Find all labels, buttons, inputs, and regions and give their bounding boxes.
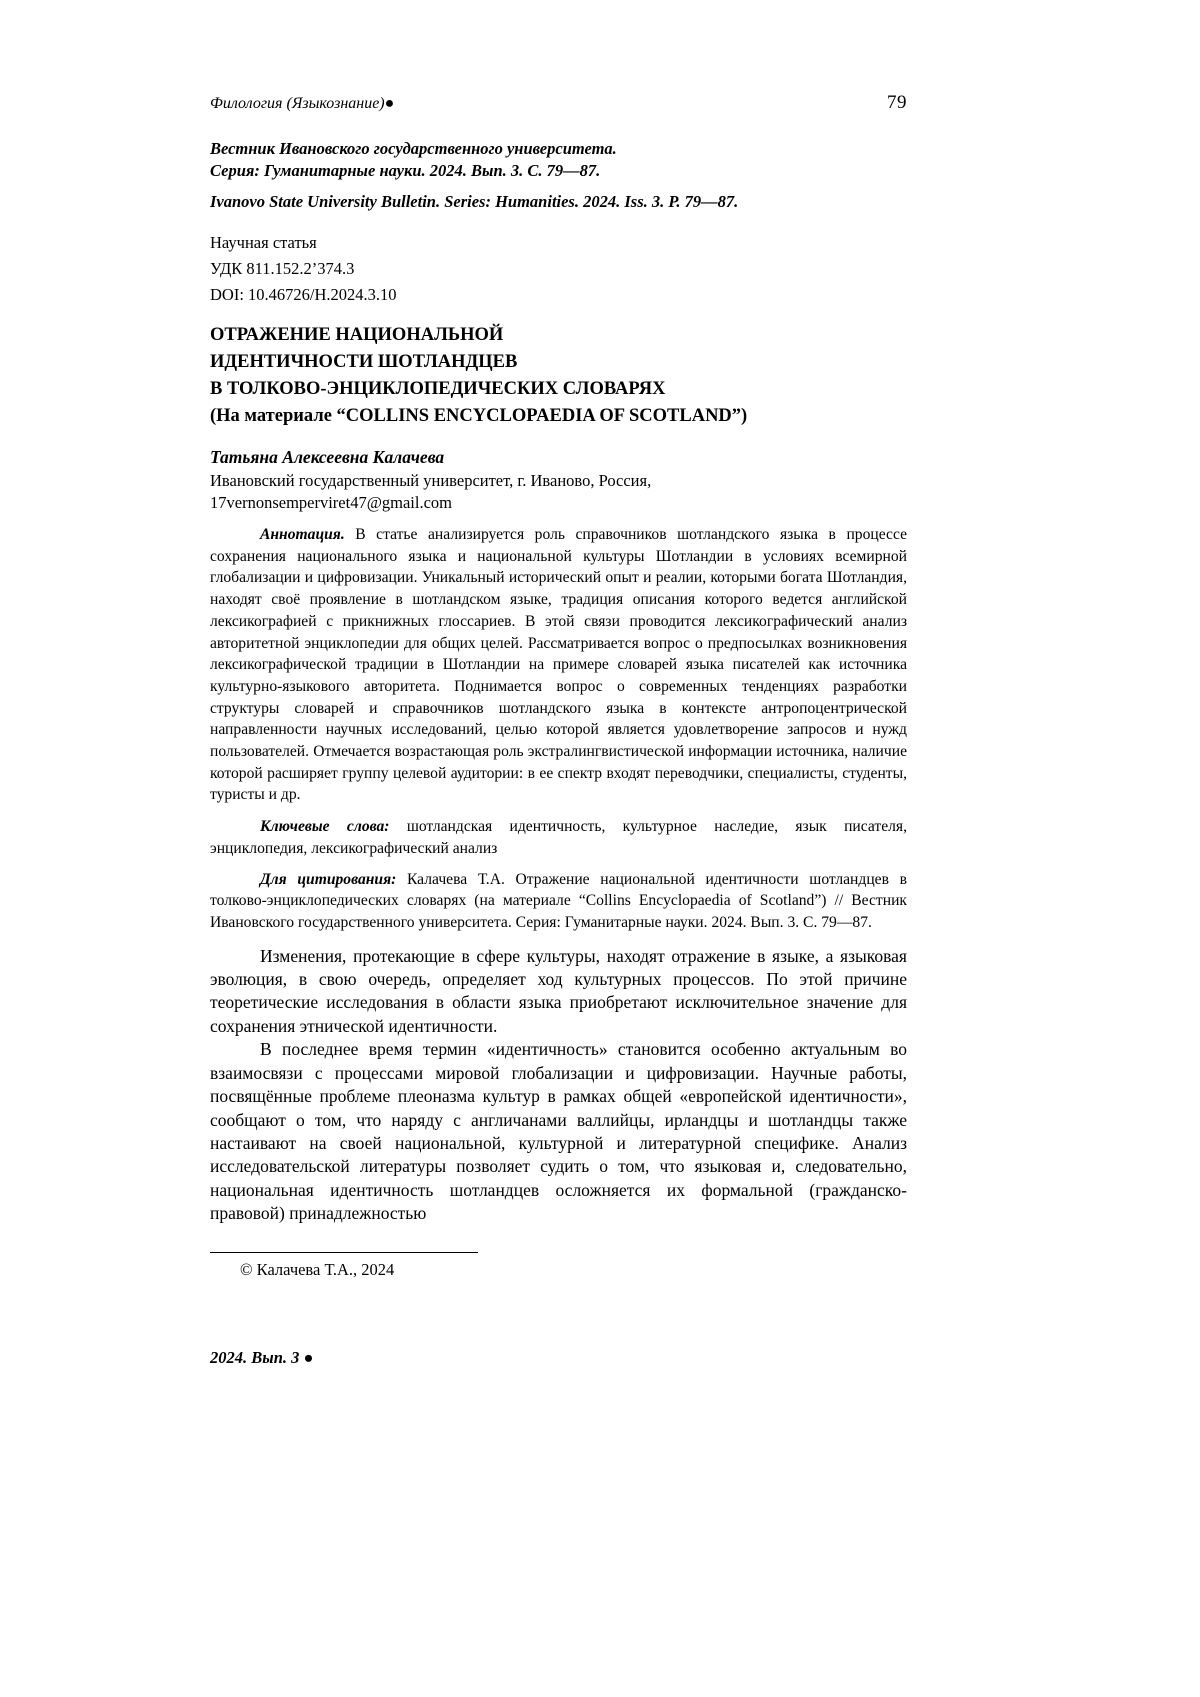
journal-reference [210,138,907,213]
title-line-1: ОТРАЖЕНИЕ НАЦИОНАЛЬНОЙ [210,325,504,345]
title-line-2: ИДЕНТИЧНОСТИ ШОТЛАНДЦЕВ [210,352,518,372]
abstract-text: В статье анализируется роль справочников шотландского языка в процессе сохранения национального языка и национальной культуры Шотландии в условиях всемирной глобализации и цифровизации. Уникальный исторический опыт и реалии, которыми богата Шотландия, находят своё проявление в шотландском языке, традиция описания которого ведется английской лексикографией с прикнижных глоссариев. В этой связи проводится лексикографический анализ авторитетной энциклопедии для общих целей. Рассматривается вопрос о предпосылках возникновения лексикографической традиции в Шотландии на примере словарей языка писателей как источника культурно-языкового авторитета. Поднимается вопрос о современных тенденциях разработки структуры словарей и справочников шотландского языка в контексте антропоцентрической направленности научных исследований, целью которой является удовлетворение запросов и нужд пользователей. Отмечается возрастающая роль экстралингвистической информации источника, наличие которой расширяет группу целевой аудитории: в ее спектр входят переводчики, специалисты, студенты, туристы и др. [210,526,907,804]
abstract-paragraph [210,524,907,806]
title-line-4: (На материале “COLLINS ENCYCLOPAEDIA OF SCOTLAND”) [210,406,748,426]
footer-issue-line: 2024. Вып. 3 ● [210,1348,314,1367]
journal-ref-ru-line2: Серия: Гуманитарные науки. 2024. Вып. 3. С. 79—87. [210,161,601,180]
copyright-notice: © Калачева Т.А., 2024 [240,1259,395,1279]
page-number: 79 [887,92,907,113]
page-header [210,92,907,114]
article-meta [210,230,907,308]
footnote-divider [210,1252,478,1253]
journal-ref-en: Ivanovo State University Bulletin. Series: Humanities. 2024. Iss. 3. P. 79—87. [210,192,739,211]
article-type: Научная статья [210,233,317,252]
author-block [210,445,907,514]
running-title: Филология (Языкознание)● [210,95,395,112]
keywords-paragraph [210,816,907,859]
author-name: Татьяна Алексеевна Калачева [210,447,445,467]
abstract-label: Аннотация. [260,526,345,543]
article-page [210,92,907,1280]
author-email: 17vernonsemperviret47@gmail.com [210,493,453,512]
citation-paragraph [210,869,907,934]
title-line-3: В ТОЛКОВО-ЭНЦИКЛОПЕДИЧЕСКИХ СЛОВАРЯХ [210,379,666,399]
keywords-text: шотландская идентичность, культурное наследие, язык писателя, энциклопедия, лексикографический анализ [210,818,907,857]
keywords-label: Ключевые слова: [260,818,390,836]
doi-number: DOI: 10.46726/H.2024.3.10 [210,285,397,304]
citation-label: Для цитирования: [260,870,397,888]
author-affiliation: Ивановский государственный университет, г. Иваново, Россия, [210,471,652,490]
article-body [210,945,907,1226]
body-paragraph: В последнее время термин «идентичность» становится особенно актуальным во взаимосвязи с процессами мировой глобализации и цифровизации. Научные работы, посвящённые проблеме плеоназма культур в рамках общей «европейской идентичности», сообщают о том, что наряду с англичанами валлийцы, ирландцы и шотландцы также настаивают на своей национальной, культурной и литературной специфике. Анализ исследовательской литературы позволяет судить о том, что языковая и, следовательно, национальная идентичность шотландцев осложняется их формальной (гражданско-правовой) принадлежностью [210,1039,907,1224]
journal-ref-ru-line1: Вестник Ивановского государственного университета. [210,139,617,158]
udc-number: УДК 811.152.2’374.3 [210,259,355,278]
citation-text: Калачева Т.А. Отражение национальной идентичности шотландцев в толково-энциклопедических словарях (на материале “Collins Encyclopaedia of Scotland”) // Вестник Ивановского государственного университета. Серия: Гуманитарные науки. 2024. Вып. 3. С. 79—87. [210,870,907,931]
article-title [210,322,907,430]
body-paragraph: Изменения, протекающие в сфере культуры, находят отражение в языке, а языковая эволюция, в свою очередь, определяет ход культурных процессов. По этой причине теоретические исследования в области языка приобретают исключительное значение для сохранения этнической идентичности. [210,945,907,1036]
